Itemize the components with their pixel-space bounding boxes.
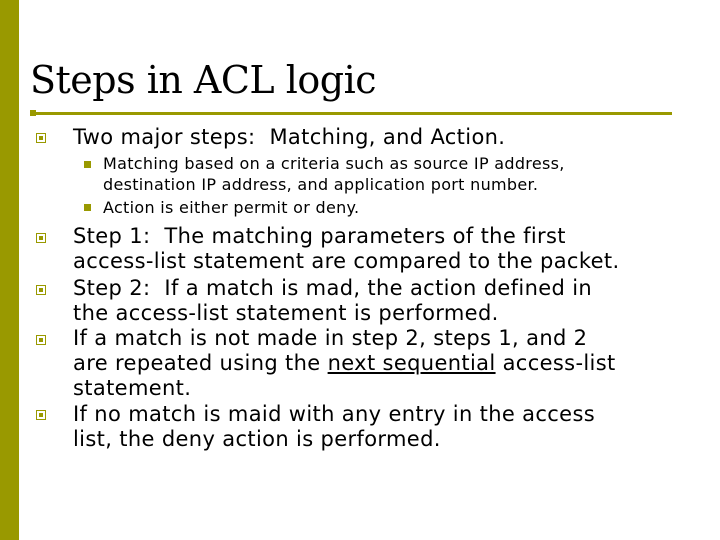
left-accent-bar bbox=[0, 0, 19, 540]
slide-title: Steps in ACL logic bbox=[30, 58, 377, 102]
square-bullet-icon bbox=[36, 410, 46, 420]
filled-square-bullet-icon bbox=[84, 161, 91, 168]
bullet-text: If no match is maid with any entry in the access bbox=[73, 402, 596, 426]
bullet-text: Step 2: If a match is mad, the action defined in bbox=[73, 276, 593, 300]
filled-square-bullet-icon bbox=[84, 204, 91, 211]
bullet-text: the access-list statement is performed. bbox=[73, 301, 499, 325]
title-rule-dot bbox=[30, 110, 36, 116]
bullet-text: list, the deny action is performed. bbox=[73, 427, 441, 451]
bullet-text-line bbox=[73, 351, 616, 377]
bullet-text: Step 1: The matching parameters of the first bbox=[73, 224, 566, 248]
sub-bullet-text: destination IP address, and application port number. bbox=[103, 175, 539, 194]
square-bullet-icon bbox=[36, 335, 46, 345]
bullet-text: access-list statement are compared to the packet. bbox=[73, 249, 620, 273]
sub-bullet-text: Matching based on a criteria such as source IP address, bbox=[103, 154, 565, 173]
square-bullet-icon bbox=[36, 133, 46, 143]
bullet-text: If a match is not made in step 2, steps 1, and 2 bbox=[73, 326, 588, 350]
bullet-text-segment: are repeated using the bbox=[73, 351, 328, 375]
title-underline-rule bbox=[30, 112, 672, 115]
square-bullet-icon bbox=[36, 285, 46, 295]
bullet-text: statement. bbox=[73, 376, 192, 400]
underlined-emphasis: next sequential bbox=[327, 351, 496, 375]
bullet-text: Two major steps: Matching, and Action. bbox=[73, 125, 506, 149]
sub-bullet-text: Action is either permit or deny. bbox=[103, 198, 360, 217]
square-bullet-icon bbox=[36, 233, 46, 243]
bullet-text-segment: access-list bbox=[495, 351, 616, 375]
